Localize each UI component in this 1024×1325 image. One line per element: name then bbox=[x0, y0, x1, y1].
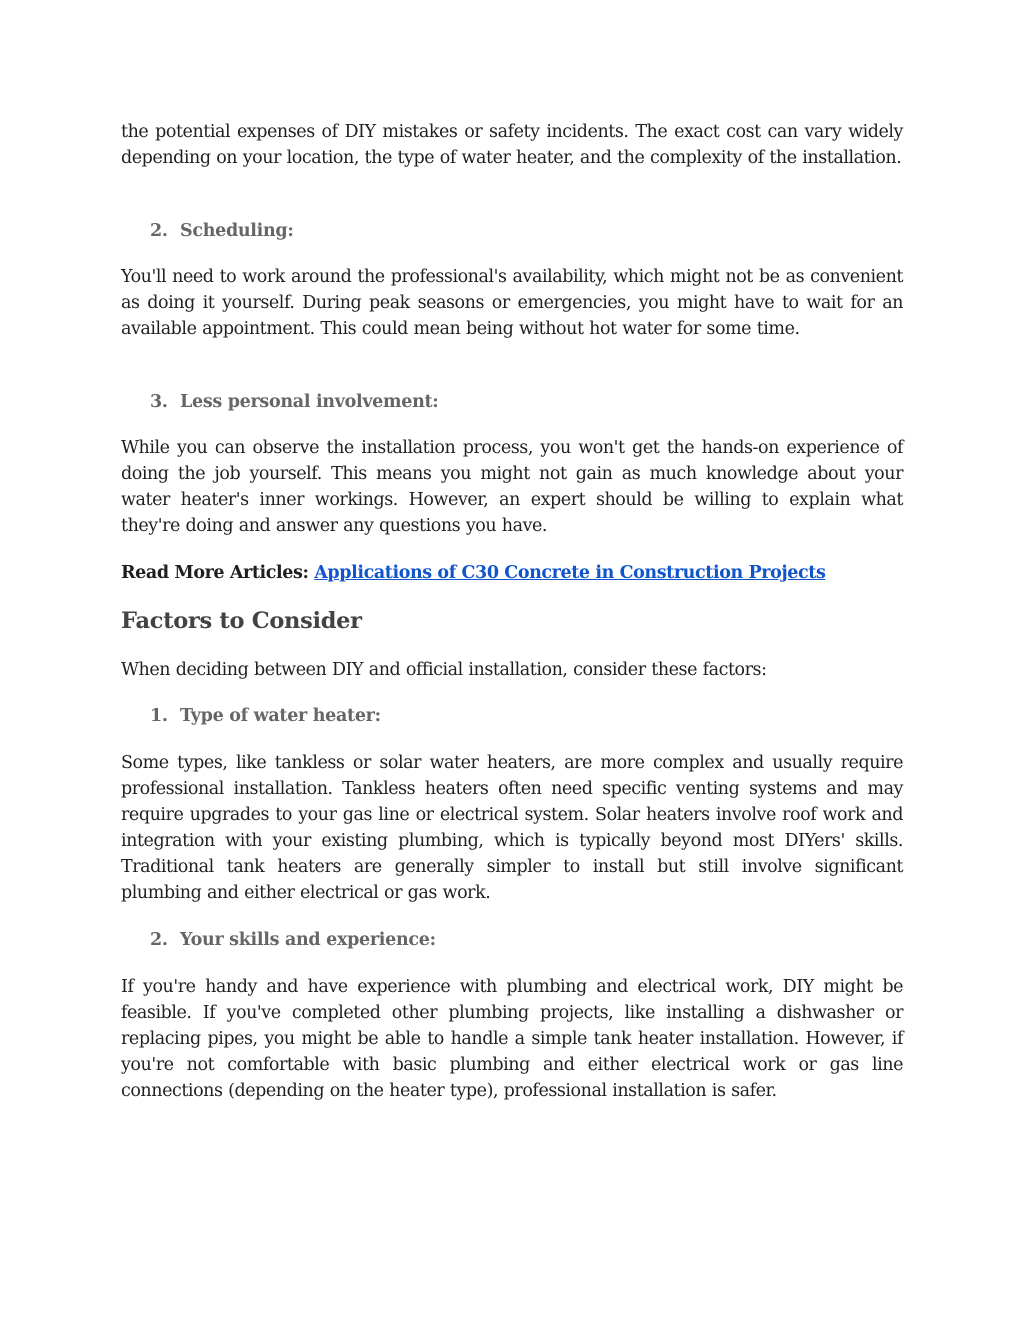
list-item-scheduling bbox=[150, 218, 890, 244]
list-label: Your skills and experience: bbox=[180, 930, 436, 950]
paragraph-involvement: While you can observe the installation process, you won't get the hands-on experience of doing the job yourself. This means you might not gain as much knowledge about your water heater's inner workings. However, an expert should be willing to explain what they're doing and answer any questions you have. bbox=[121, 438, 903, 536]
list-item-involvement bbox=[150, 389, 890, 415]
list-label: Type of water heater: bbox=[180, 706, 381, 726]
paragraph-heater-type: Some types, like tankless or solar water heaters, are more complex and usually require professional installation. Tankless heaters often need specific venting systems and may require upgrades to your gas line or electrical system. Solar heaters involve roof work and integration with your existing plumbing, which is typically beyond most DIYers' skills. Traditional tank heaters are generally simpler to install but still involve significant plumbing and either electrical or gas work. bbox=[121, 753, 903, 903]
list-number: 3. bbox=[150, 392, 168, 412]
list-label: Less personal involvement: bbox=[180, 392, 439, 412]
list-number: 1. bbox=[150, 706, 168, 726]
read-more-line bbox=[121, 560, 903, 586]
paragraph-scheduling: You'll need to work around the professional's availability, which might not be as convenient as doing it yourself. During peak seasons or emergencies, you might have to wait for an available appointment. This could mean being without hot water for some time. bbox=[121, 267, 903, 339]
section-heading: Factors to Consider bbox=[121, 608, 362, 634]
read-more-link[interactable]: Applications of C30 Concrete in Construction Projects bbox=[314, 563, 826, 583]
list-item-heater-type bbox=[150, 703, 890, 729]
list-item-skills bbox=[150, 927, 890, 953]
paragraph-intro: When deciding between DIY and official installation, consider these factors: bbox=[121, 660, 767, 680]
paragraph-skills: If you're handy and have experience with plumbing and electrical work, DIY might be feasible. If you've completed other plumbing projects, like installing a dishwasher or replacing pipes, you might be able to handle a simple tank heater installation. However, if you're not comfortable with basic plumbing and either electrical work or gas line connections (depending on the heater type), professional installation is safer. bbox=[121, 977, 903, 1101]
list-number: 2. bbox=[150, 930, 168, 950]
read-more-label: Read More Articles: bbox=[121, 563, 309, 583]
paragraph-cost-note: the potential expenses of DIY mistakes or safety incidents. The exact cost can vary widely depending on your location, the type of water heater, and the complexity of the installation. bbox=[121, 122, 903, 168]
list-label: Scheduling: bbox=[180, 221, 294, 241]
list-number: 2. bbox=[150, 221, 168, 241]
